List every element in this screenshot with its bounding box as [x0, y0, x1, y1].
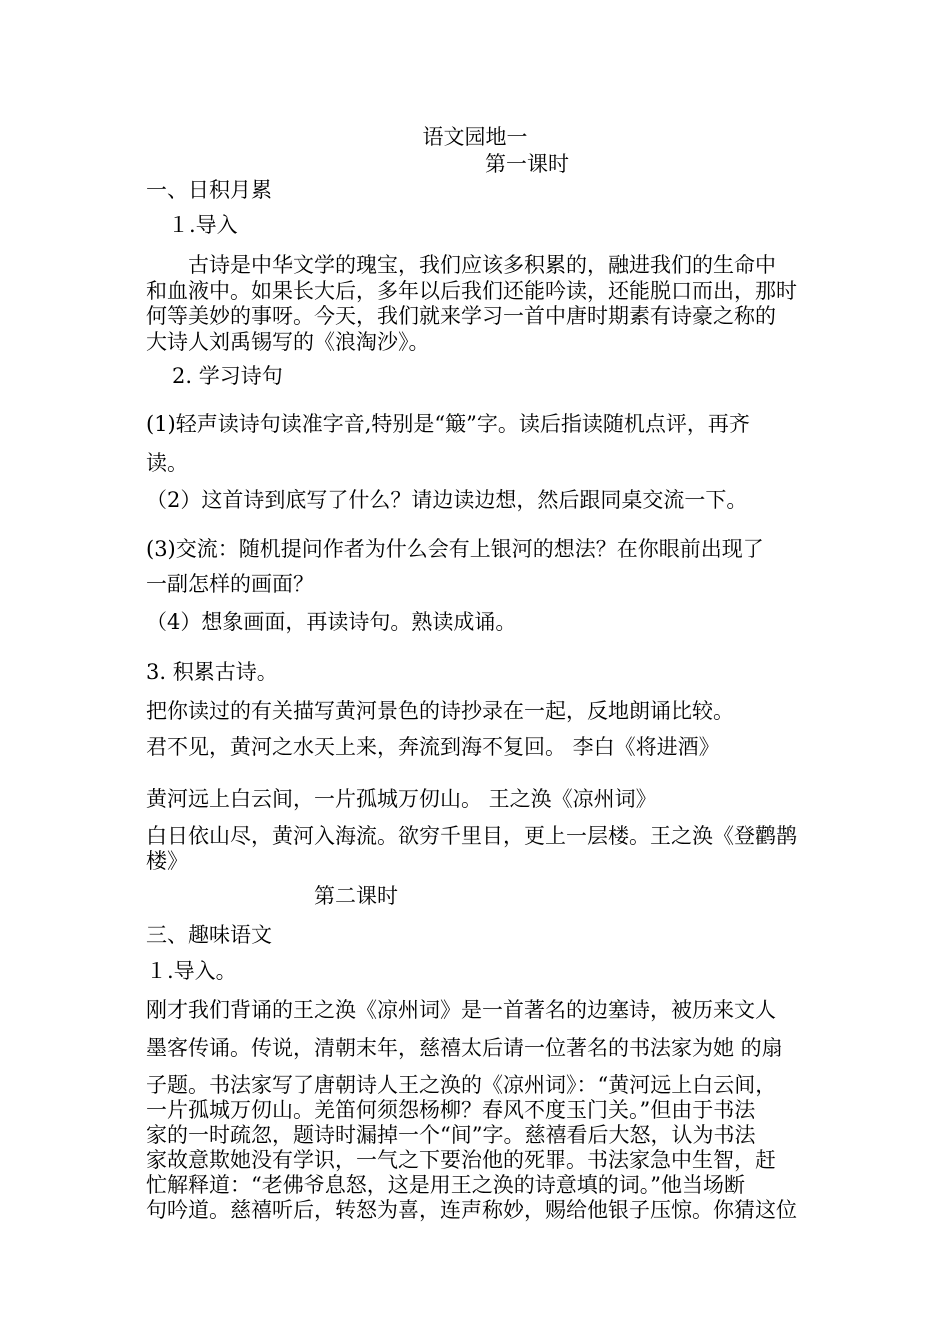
story-line: 墨客传诵。传说，清朝末年，慈禧太后请一位著名的书法家为她 的扇	[146, 1036, 783, 1060]
story-line: 刚才我们背诵的王之涣《凉州词》是一首著名的边塞诗，被历来文人	[146, 998, 776, 1022]
section1-heading: 一、日积月累	[146, 178, 272, 202]
story-line: 句吟道。慈禧听后，转怒为喜，连声称妙，赐给他银子压惊。你猜这位	[146, 1198, 797, 1222]
lesson2-title: 第二课时	[314, 884, 398, 908]
section3-heading: 三、趣味语文	[146, 923, 272, 947]
poem-line: 白日依山尽，黄河入海流。欲穷千里目，更上一层楼。王之涣《登鹳鹊	[146, 824, 797, 848]
story-line: 家故意欺她没有学识，一气之下要治他的死罪。书法家急中生智，赶	[146, 1148, 776, 1172]
step1-line: (1)轻声读诗句读准字音,特别是“簸”字。读后指读随机点评，再齐	[146, 412, 750, 436]
intro-paragraph-line: 和血液中。如果长大后，多年以后我们还能吟读，还能脱口而出，那时	[146, 279, 797, 303]
study-heading: 2. 学习诗句	[172, 364, 283, 388]
lesson1-title: 第一课时	[485, 152, 569, 176]
step1-line: 读。	[146, 451, 188, 475]
section1-intro-heading: １.导入	[168, 213, 238, 237]
story-line: 子题。书法家写了唐朝诗人王之涣的《凉州词》：“黄河远上白云间，	[146, 1073, 777, 1097]
poem-line: 黄河远上白云间，一片孤城万仞山。 王之涣《凉州词》	[146, 787, 657, 811]
intro-paragraph-line: 何等美妙的事呀。今天，我们就来学习一首中唐时期素有诗豪之称的	[146, 304, 776, 328]
poem-line: 君不见，黄河之水天上来，奔流到海不复回。 李白《将进酒》	[146, 735, 720, 759]
section3-intro-heading: １.导入。	[146, 959, 237, 983]
accumulate-instruction: 把你读过的有关描写黄河景色的诗抄录在一起，反地朗诵比较。	[146, 699, 734, 723]
story-line: 一片孤城万仞山。羌笛何须怨杨柳？春风不度玉门关。”但由于书法	[146, 1098, 756, 1122]
step2: （2）这首诗到底写了什么？请边读边想，然后跟同桌交流一下。	[146, 488, 748, 512]
accumulate-heading: 3. 积累古诗。	[146, 660, 278, 684]
step4: （4）想象画面，再读诗句。熟读成诵。	[146, 610, 517, 634]
intro-paragraph-line: 大诗人刘禹锡写的《浪淘沙》。	[146, 330, 430, 354]
step3-line: 一副怎样的画面？	[146, 572, 314, 596]
poem-line: 楼》	[146, 849, 188, 873]
intro-paragraph-line: 古诗是中华文学的瑰宝，我们应该多积累的，融进我们的生命中	[188, 253, 776, 277]
story-line: 忙解释道：“老佛爷息怒，这是用王之涣的诗意填的词。”他当场断	[146, 1173, 745, 1197]
story-line: 家的一时疏忽，题诗时漏掉一个“间”字。慈禧看后大怒，认为书法	[146, 1123, 756, 1147]
document-title: 语文园地一	[422, 125, 528, 149]
step3-line: (3)交流：随机提问作者为什么会有上银河的想法？在你眼前出现了	[146, 537, 764, 561]
